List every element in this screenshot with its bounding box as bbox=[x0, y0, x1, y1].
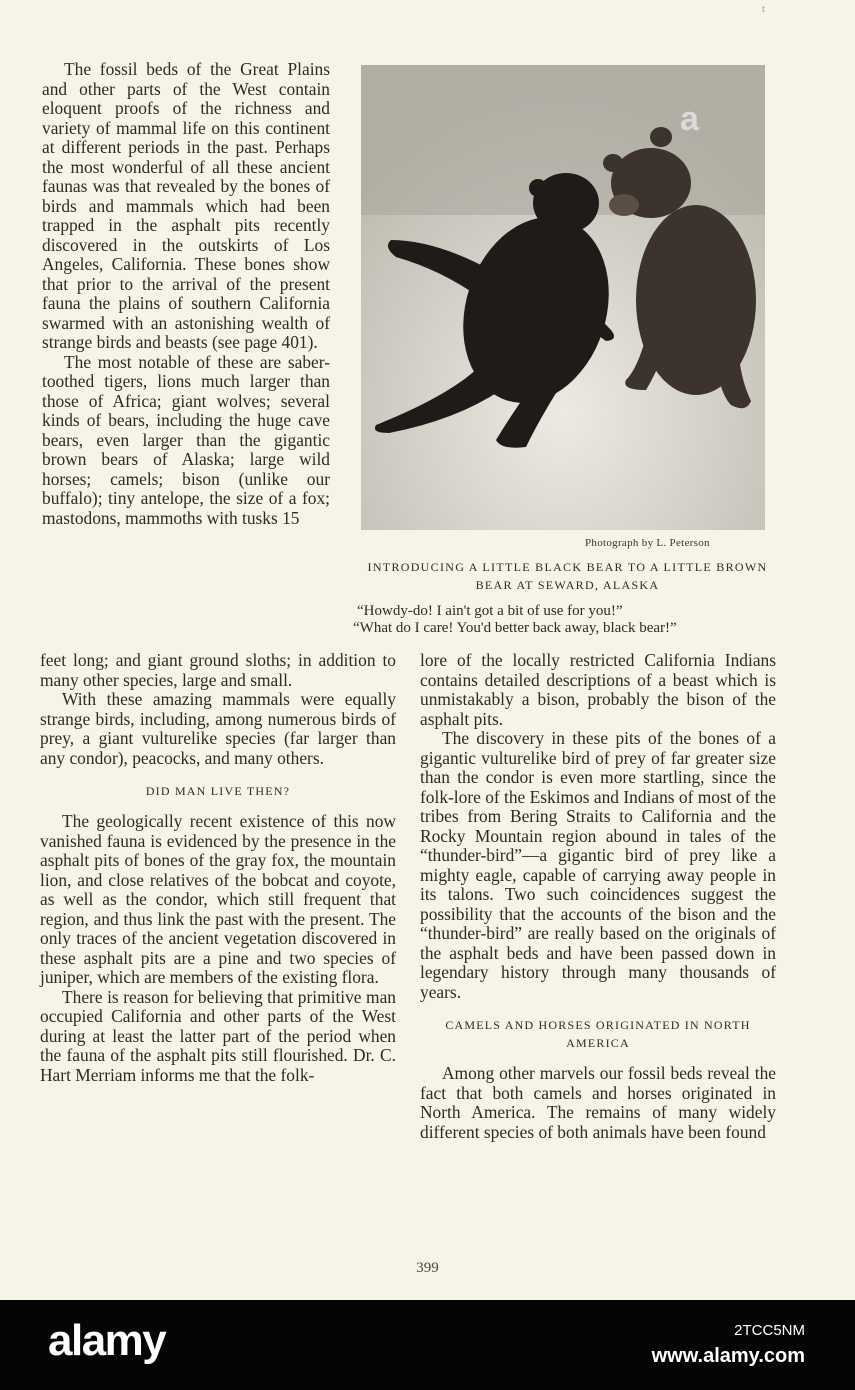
photo-credit: Photograph by L. Peterson bbox=[585, 537, 710, 549]
paragraph-camels-horses: Among other marvels our fossil beds reveal the fact that both camels and horses originated in North America. The remains of many widely different species of both animals have been found bbox=[420, 1063, 776, 1142]
site-url: www.alamy.com bbox=[651, 1345, 805, 1367]
photo-quote-2: “What do I care! You'd better back away, black bear!” bbox=[353, 620, 677, 636]
section-heading-man: DID MAN LIVE THEN? bbox=[145, 784, 291, 798]
paragraph-vanished-fauna: The geologically recent existence of this now vanished fauna is evidenced by the presence in the asphalt pits of bones of the gray fox, the mountain lion, and close relatives of the bobcat and coyote, as well as the condor, which still frequent that region, and thus link the past with the present. The only traces of the ancient vegetation discovered in these asphalt pits are a pine and two species of juniper, which are members of the existing flora. bbox=[40, 811, 396, 987]
paragraph-fossil-beds: The fossil beds of the Great Plains and other parts of the West contain eloquent proofs of the richness and variety of mammal life on this continent at different periods in the past. Perhaps the most wonderful of all these ancient faunas was that revealed by the bones of birds and mammals which had been trapped in the asphalt pits recently discovered in the outskirts of Los Angeles, California. These bones show that prior to the arrival of the present fauna the plains of southern California swarmed with an astonishing wealth of strange birds and beasts (see page 401). bbox=[42, 59, 330, 352]
left-column bbox=[40, 651, 396, 1085]
section-heading-camels: CAMELS AND HORSES ORIGINATED IN NORTH AMERICA bbox=[445, 1018, 751, 1050]
paragraph-primitive-man: There is reason for believing that primitive man occupied California and other parts of the West during at least the latter part of the period when the fauna of the asphalt pits still flourished. Dr. C. Hart Merriam informs me that the folk- bbox=[40, 986, 396, 1085]
paragraph-strange-birds: With these amazing mammals were equally strange birds, including, among numerous birds of prey, a giant vulturelike species (far larger than any condor), peacocks, and many others. bbox=[40, 689, 396, 768]
paragraph-species-continued: feet long; and giant ground sloths; in addition to many other species, large and small. bbox=[40, 650, 396, 690]
right-column bbox=[420, 651, 776, 1142]
photo-quote-1: “Howdy-do! I ain't got a bit of use for you!” bbox=[357, 603, 623, 619]
image-id: 2TCC5NM bbox=[734, 1322, 805, 1339]
bear-cubs-photo bbox=[361, 65, 765, 530]
watermark-logo: a bbox=[680, 100, 698, 138]
paragraph-folklore: lore of the locally restricted California Indians contains detailed descriptions of a beast which is unmistakably a bison, probably the bison of the asphalt pits. bbox=[420, 650, 776, 729]
photo-caption-title: INTRODUCING A LITTLE BLACK BEAR TO A LITTLE BROWN BEAR AT SEWARD, ALASKA bbox=[367, 560, 768, 592]
corner-mark: t bbox=[762, 4, 765, 15]
paragraph-notable-species: The most notable of these are saber-toothed tigers, lions much larger than those of Africa; giant wolves; several kinds of bears, including the huge cave bears, even larger than the gigantic brown bears of Alaska; large wild horses; camels; bison (unlike our buffalo); tiny antelope, the size of a fox; mastodons, mammoths with tusks 15 bbox=[42, 351, 330, 528]
page-number: 399 bbox=[416, 1260, 439, 1276]
brand-logo: alamy bbox=[48, 1316, 166, 1365]
left-column-top bbox=[42, 60, 330, 528]
paragraph-thunder-bird: The discovery in these pits of the bones of a gigantic vulturelike bird of prey of far greater size than the condor is even more startling, since the folk-lore of the Eskimos and Indians of most of the tribes from Bering Straits to California and the Rocky Mountain region abound in tales of the “thunder-bird”—a gigantic bird of prey like a mighty eagle, capable of carrying away people in its talons. Two such coincidences suggest the possibility that the accounts of the bison and the “thunder-bird” are really based on the originals of the asphalt beds and have been passed down in legendary history through many thousands of years. bbox=[420, 728, 776, 1002]
